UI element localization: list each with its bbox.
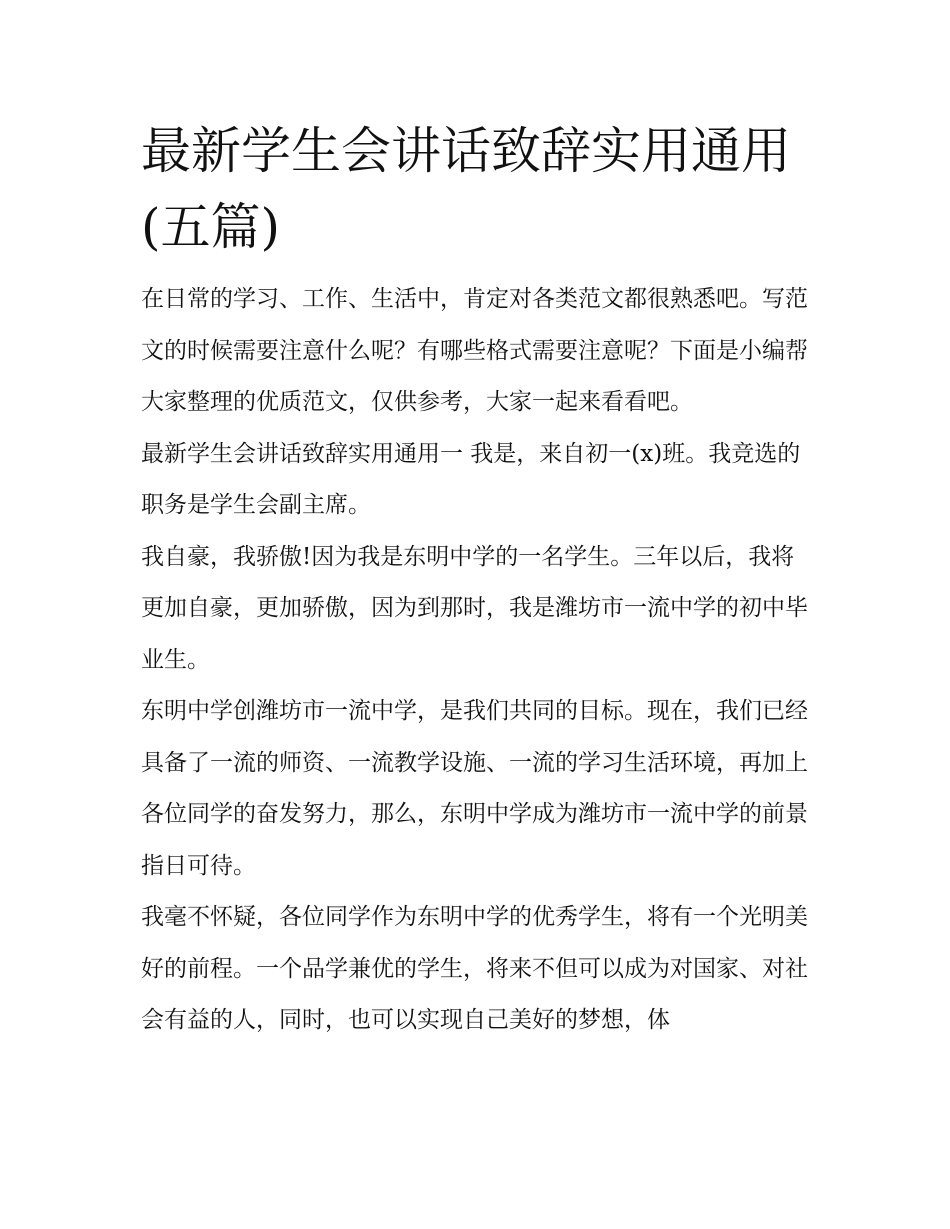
document-body	[141, 113, 813, 1047]
paragraph-pride: 我自豪，我骄傲!因为我是东明中学的一名学生。三年以后，我将更加自豪，更加骄傲，因为到那时，我是潍坊市一流中学的初中毕业生。	[141, 543, 808, 673]
document-title: 最新学生会讲话致辞实用通用(五篇)	[141, 122, 791, 256]
paragraph-opening: 最新学生会讲话致辞实用通用一 我是，来自初一(x)班。我竞选的职务是学生会副主席。	[141, 440, 801, 518]
paragraph-future: 我毫不怀疑，各位同学作为东明中学的优秀学生，将有一个光明美好的前程。一个品学兼优的学生，将来不但可以成为对国家、对社会有益的人，同时，也可以实现自己美好的梦想，体	[141, 904, 808, 1033]
paragraph-intro: 在日常的学习、工作、生活中，肯定对各类范文都很熟悉吧。写范文的时候需要注意什么呢？有哪些格式需要注意呢？下面是小编帮大家整理的优质范文，仅供参考，大家一起来看看吧。	[141, 286, 808, 415]
paragraph-goal: 东明中学创潍坊市一流中学，是我们共同的目标。现在，我们已经具备了一流的师资、一流教学设施、一流的学习生活环境，再加上各位同学的奋发努力，那么，东明中学成为潍坊市一流中学的前景指日可待。	[141, 698, 808, 879]
